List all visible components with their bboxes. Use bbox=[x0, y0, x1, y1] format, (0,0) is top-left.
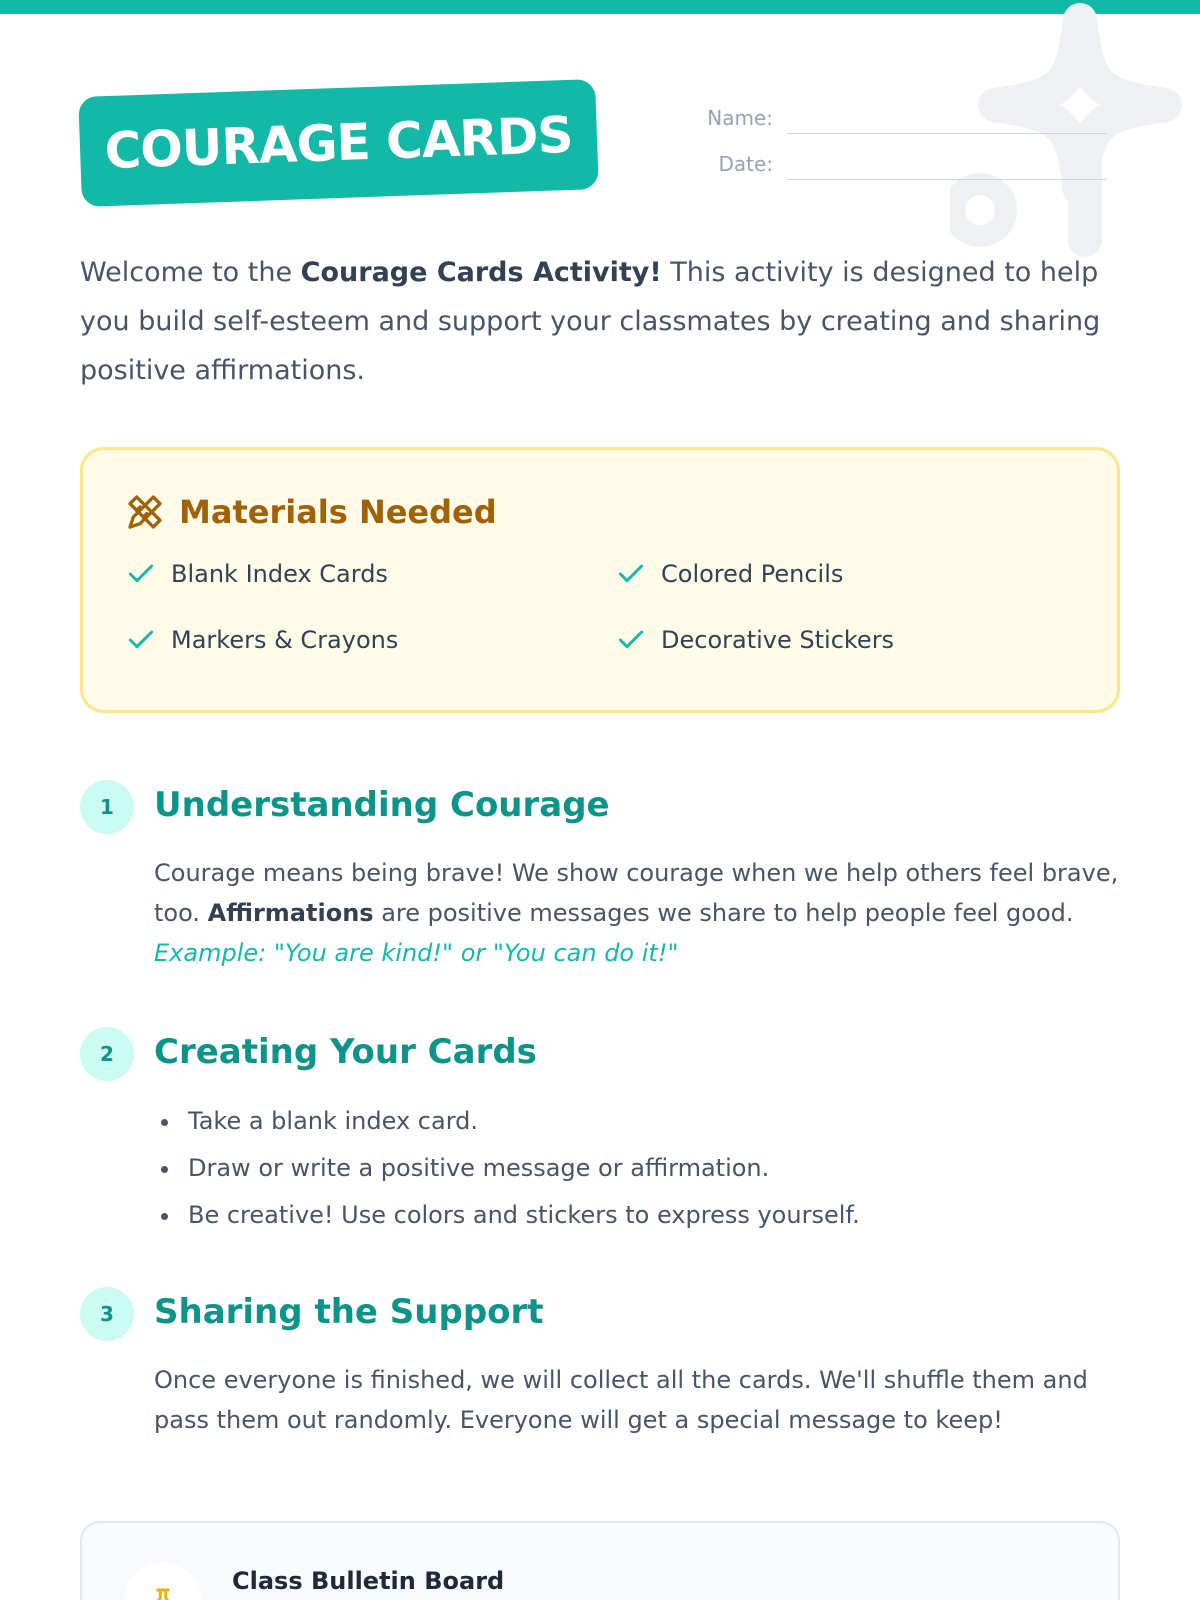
materials-header bbox=[125, 492, 497, 532]
materials-title: Materials Needed bbox=[179, 493, 497, 531]
board-title: Class Bulletin Board bbox=[232, 1567, 505, 1595]
check-icon bbox=[125, 558, 157, 590]
material-label: Blank Index Cards bbox=[171, 560, 388, 588]
date-label: Date: bbox=[718, 152, 773, 176]
material-label: Colored Pencils bbox=[661, 560, 844, 588]
intro-paragraph bbox=[80, 248, 1120, 395]
name-input-line[interactable] bbox=[787, 133, 1107, 134]
date-field[interactable] bbox=[690, 152, 1107, 176]
step-number-badge: 2 bbox=[80, 1027, 134, 1081]
step-description: Once everyone is finished, we will collect all the cards. We'll shuffle them and pass them out randomly. Everyone will get a special message to keep! bbox=[154, 1366, 1088, 1434]
intro-lead: Welcome to the bbox=[80, 257, 301, 288]
board-icon-circle bbox=[124, 1563, 202, 1600]
step-number-badge: 1 bbox=[80, 780, 134, 834]
name-label: Name: bbox=[707, 106, 773, 130]
material-label: Decorative Stickers bbox=[661, 626, 895, 654]
name-field[interactable] bbox=[690, 106, 1107, 130]
example-text: Example: "You are kind!" or "You can do it!" bbox=[154, 939, 679, 967]
date-input-line[interactable] bbox=[787, 179, 1107, 180]
step-title: Sharing the Support bbox=[154, 1292, 544, 1332]
bulletin-board-card bbox=[80, 1521, 1120, 1600]
check-icon bbox=[615, 558, 647, 590]
step-description bbox=[154, 853, 1120, 973]
list-item: Draw or write a positive message or affirmation. bbox=[154, 1145, 1120, 1192]
check-icon bbox=[125, 624, 157, 656]
list-item: Take a blank index card. bbox=[154, 1098, 1120, 1145]
step-title: Understanding Courage bbox=[154, 785, 610, 825]
affirmations-term: Affirmations bbox=[207, 899, 374, 927]
sparkle-decoration-icon bbox=[950, 0, 1200, 260]
step-bullet-list bbox=[154, 1098, 1120, 1239]
pencil-ruler-icon bbox=[125, 492, 165, 532]
step-title: Creating Your Cards bbox=[154, 1032, 537, 1072]
intro-bold: Courage Cards Activity! bbox=[300, 257, 662, 288]
materials-box bbox=[80, 447, 1120, 713]
step-number-badge: 3 bbox=[80, 1287, 134, 1341]
material-item bbox=[125, 558, 388, 590]
intro-rest: This activity is designed to help you build self-esteem and support your classmates by creating and sharing positive affirmations. bbox=[80, 257, 1101, 386]
page-title: COURAGE CARDS bbox=[103, 105, 574, 181]
material-label: Markers & Crayons bbox=[171, 626, 399, 654]
material-item bbox=[615, 558, 843, 590]
list-item: Be creative! Use colors and stickers to express yourself. bbox=[154, 1192, 1120, 1239]
pushpin-icon bbox=[147, 1586, 179, 1600]
step-text-part: Courage means being brave! We show courage when we help others feel brave, too. bbox=[154, 859, 1119, 927]
check-icon bbox=[615, 624, 647, 656]
material-item bbox=[125, 624, 398, 656]
title-banner bbox=[78, 79, 599, 207]
material-item bbox=[615, 624, 894, 656]
step-text-part: are positive messages we share to help people feel good. bbox=[373, 899, 1074, 927]
